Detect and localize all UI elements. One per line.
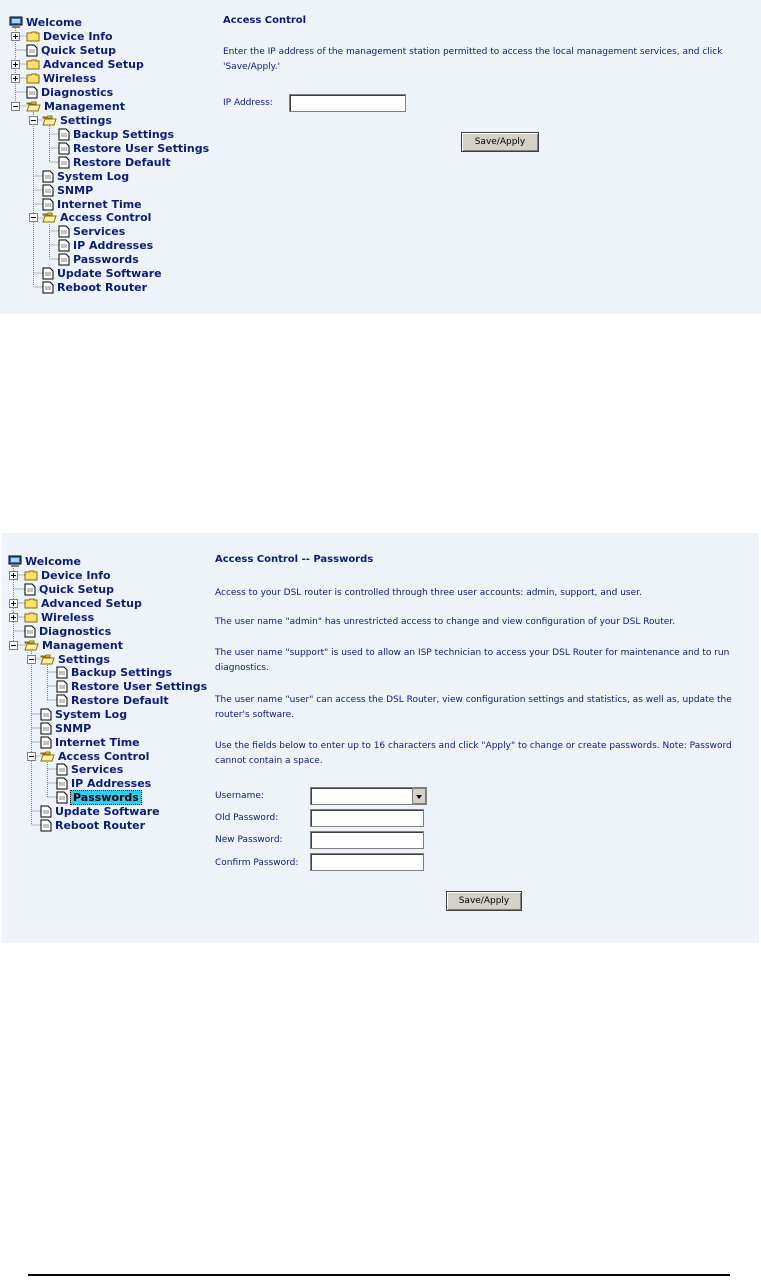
collapse-settings[interactable] [27, 655, 36, 664]
page-icon [58, 253, 70, 266]
nav-internet-time[interactable] [40, 735, 141, 749]
page-icon [42, 198, 54, 211]
computer-icon [8, 555, 22, 568]
page-icon [24, 625, 36, 638]
nav-advanced-setup-label: Advanced Setup [43, 57, 144, 71]
nav-backup-settings-label: Backup Settings [73, 127, 175, 141]
expand-advanced-setup[interactable] [11, 60, 20, 69]
nav-system-log[interactable] [40, 707, 128, 721]
nav-diagnostics-label: Diagnostics [39, 624, 112, 638]
page-icon [56, 777, 68, 790]
nav-welcome[interactable] [8, 554, 82, 568]
nav-restore-user-settings[interactable] [56, 679, 208, 693]
support-description-line: The user name "support" is used to allow an ISP technician to access your DSL Router for maintenance and to run [215, 648, 730, 658]
expand-device-info[interactable] [11, 32, 20, 41]
nav-update-software-label: Update Software [57, 266, 162, 280]
instructions-line: cannot contain a space. [215, 756, 323, 766]
page-icon [40, 805, 52, 818]
page-icon [58, 142, 70, 155]
page-icon [40, 722, 52, 735]
page-icon [26, 86, 38, 99]
collapse-access-control[interactable] [27, 752, 36, 761]
open-folder-icon [42, 211, 57, 223]
page-icon [58, 128, 70, 141]
nav-device-info-label: Device Info [43, 29, 113, 43]
nav-update-software[interactable] [40, 804, 161, 818]
open-folder-icon [26, 100, 41, 112]
open-folder-icon [24, 639, 39, 651]
nav-access-control-label: Access Control [58, 749, 150, 763]
nav-snmp-label: SNMP [57, 183, 94, 197]
ip-address-label: IP Address: [223, 98, 273, 108]
page-icon [56, 694, 68, 707]
expand-wireless[interactable] [9, 613, 18, 622]
nav-reboot-router-label: Reboot Router [55, 818, 146, 832]
nav-passwords[interactable] [56, 790, 142, 804]
nav-access-control[interactable] [40, 749, 150, 763]
folder-icon [26, 72, 40, 84]
description-line: 'Save/Apply.' [223, 62, 281, 72]
nav-services-label: Services [71, 762, 124, 776]
expand-device-info[interactable] [9, 571, 18, 580]
description [223, 45, 753, 75]
folder-icon [26, 30, 40, 42]
new-password-label: New Password: [215, 835, 283, 845]
page-title: Access Control [223, 15, 307, 26]
page-icon [56, 680, 68, 693]
nav-internet-time-label: Internet Time [57, 197, 142, 211]
nav-welcome-label: Welcome [26, 15, 82, 29]
open-folder-icon [40, 750, 55, 762]
nav-reboot-router[interactable] [42, 280, 148, 294]
computer-icon [9, 16, 23, 29]
collapse-management[interactable] [11, 102, 20, 111]
nav-services[interactable] [56, 762, 124, 776]
nav-management-label: Management [42, 638, 123, 652]
new-password-input[interactable] [310, 831, 424, 849]
nav-quick-setup-label: Quick Setup [41, 43, 116, 57]
support-description-line: diagnostics. [215, 663, 269, 673]
nav-passwords-label-selected: Passwords [70, 790, 142, 805]
open-folder-icon [40, 653, 55, 665]
admin-description: The user name "admin" has unrestricted access to change and view configuration of your DSL Router. [215, 617, 676, 627]
nav-snmp[interactable] [40, 721, 92, 735]
page-icon [40, 708, 52, 721]
nav-ip-addresses-label: IP Addresses [73, 238, 154, 252]
page-icon [58, 156, 70, 169]
folder-icon [24, 597, 38, 609]
nav-settings-label: Settings [60, 113, 112, 127]
user-description-line: router's software. [215, 710, 295, 720]
nav-access-control[interactable] [42, 210, 152, 224]
open-folder-icon [42, 114, 57, 126]
accounts-intro: Access to your DSL router is controlled through three user accounts: admin, support, and user. [215, 588, 642, 598]
user-description-line: The user name "user" can access the DSL Router, view configuration settings and statistics, as well as, update the [215, 695, 732, 705]
support-description [215, 646, 755, 676]
ip-address-input[interactable] [289, 94, 406, 112]
nav-services[interactable] [58, 224, 126, 238]
nav-quick-setup-label: Quick Setup [39, 582, 114, 596]
access-control-panel [0, 0, 761, 314]
nav-restore-default-label: Restore Default [73, 155, 171, 169]
nav-quick-setup[interactable] [26, 43, 117, 57]
instructions [215, 739, 755, 769]
nav-snmp[interactable] [42, 183, 94, 197]
expand-wireless[interactable] [11, 74, 20, 83]
nav-restore-user-settings-label: Restore User Settings [73, 141, 210, 155]
username-select[interactable] [310, 787, 427, 805]
page-icon [58, 239, 70, 252]
page-title: Access Control -- Passwords [215, 554, 374, 565]
nav-reboot-router-label: Reboot Router [57, 280, 148, 294]
nav-tree [0, 0, 210, 314]
nav-update-software[interactable] [42, 266, 163, 280]
collapse-management[interactable] [9, 641, 18, 650]
expand-advanced-setup[interactable] [9, 599, 18, 608]
collapse-settings[interactable] [29, 116, 38, 125]
nav-management[interactable] [26, 99, 126, 113]
save-apply-button[interactable]: Save/Apply [461, 132, 539, 152]
old-password-input[interactable] [310, 809, 424, 827]
nav-wireless[interactable] [26, 71, 97, 85]
nav-ip-addresses[interactable] [58, 238, 154, 252]
nav-quick-setup[interactable] [24, 582, 115, 596]
page-icon [56, 666, 68, 679]
nav-ip-addresses-label: IP Addresses [71, 776, 152, 790]
nav-welcome-label: Welcome [25, 554, 81, 568]
chevron-down-icon[interactable] [412, 788, 426, 804]
nav-advanced-setup[interactable] [24, 596, 143, 610]
nav-diagnostics-label: Diagnostics [41, 85, 114, 99]
nav-system-log-label: System Log [57, 169, 130, 183]
username-label: Username: [215, 791, 264, 801]
page-icon [42, 184, 54, 197]
old-password-label: Old Password: [215, 813, 279, 823]
nav-passwords[interactable] [58, 252, 140, 266]
page-icon [24, 583, 36, 596]
nav-welcome[interactable] [9, 15, 83, 29]
folder-icon [24, 569, 38, 581]
nav-wireless[interactable] [24, 610, 95, 624]
page-icon [58, 225, 70, 238]
nav-internet-time[interactable] [42, 197, 143, 211]
page-icon [56, 763, 68, 776]
description-line: Enter the IP address of the management station permitted to access the local management services, and click [223, 47, 723, 57]
page-icon [26, 44, 38, 57]
page-icon [42, 170, 54, 183]
folder-icon [26, 58, 40, 70]
page-icon [40, 819, 52, 832]
nav-system-log[interactable] [42, 169, 130, 183]
confirm-password-label: Confirm Password: [215, 858, 299, 868]
nav-wireless-label: Wireless [43, 71, 97, 85]
nav-management[interactable] [24, 638, 124, 652]
nav-management-label: Management [44, 99, 125, 113]
nav-restore-user-settings-label: Restore User Settings [71, 679, 208, 693]
page-icon [56, 791, 68, 804]
nav-restore-default-label: Restore Default [71, 693, 169, 707]
nav-system-log-label: System Log [55, 707, 128, 721]
collapse-access-control[interactable] [29, 213, 38, 222]
nav-restore-default[interactable] [56, 693, 170, 707]
folder-icon [24, 611, 38, 623]
nav-advanced-setup[interactable] [26, 57, 145, 71]
nav-device-info-label: Device Info [41, 568, 111, 582]
nav-settings-label: Settings [58, 652, 110, 666]
save-apply-button[interactable]: Save/Apply [446, 891, 522, 911]
nav-restore-default[interactable] [58, 155, 172, 169]
passwords-panel [2, 533, 759, 943]
nav-wireless-label: Wireless [41, 610, 95, 624]
nav-reboot-router[interactable] [40, 818, 146, 832]
nav-services-label: Services [73, 224, 126, 238]
nav-ip-addresses[interactable] [56, 776, 152, 790]
nav-settings[interactable] [42, 113, 113, 127]
nav-diagnostics[interactable] [26, 85, 114, 99]
page-icon [40, 736, 52, 749]
nav-passwords-label: Passwords [73, 252, 139, 266]
nav-device-info[interactable] [26, 29, 114, 43]
nav-settings[interactable] [40, 652, 111, 666]
confirm-password-input[interactable] [310, 853, 424, 871]
nav-access-control-label: Access Control [60, 210, 152, 224]
page-icon [42, 267, 54, 280]
nav-internet-time-label: Internet Time [55, 735, 140, 749]
nav-restore-user-settings[interactable] [58, 141, 210, 155]
nav-snmp-label: SNMP [55, 721, 92, 735]
nav-advanced-setup-label: Advanced Setup [41, 596, 142, 610]
user-description [215, 693, 755, 723]
nav-backup-settings[interactable] [56, 665, 173, 679]
nav-tree [2, 533, 207, 943]
page-divider [28, 1274, 730, 1276]
page-icon [42, 281, 54, 294]
instructions-line: Use the fields below to enter up to 16 characters and click "Apply" to change or create passwords. Note: Password [215, 741, 732, 751]
nav-backup-settings[interactable] [58, 127, 175, 141]
nav-diagnostics[interactable] [24, 624, 112, 638]
nav-device-info[interactable] [24, 568, 112, 582]
nav-backup-settings-label: Backup Settings [71, 665, 173, 679]
nav-update-software-label: Update Software [55, 804, 160, 818]
